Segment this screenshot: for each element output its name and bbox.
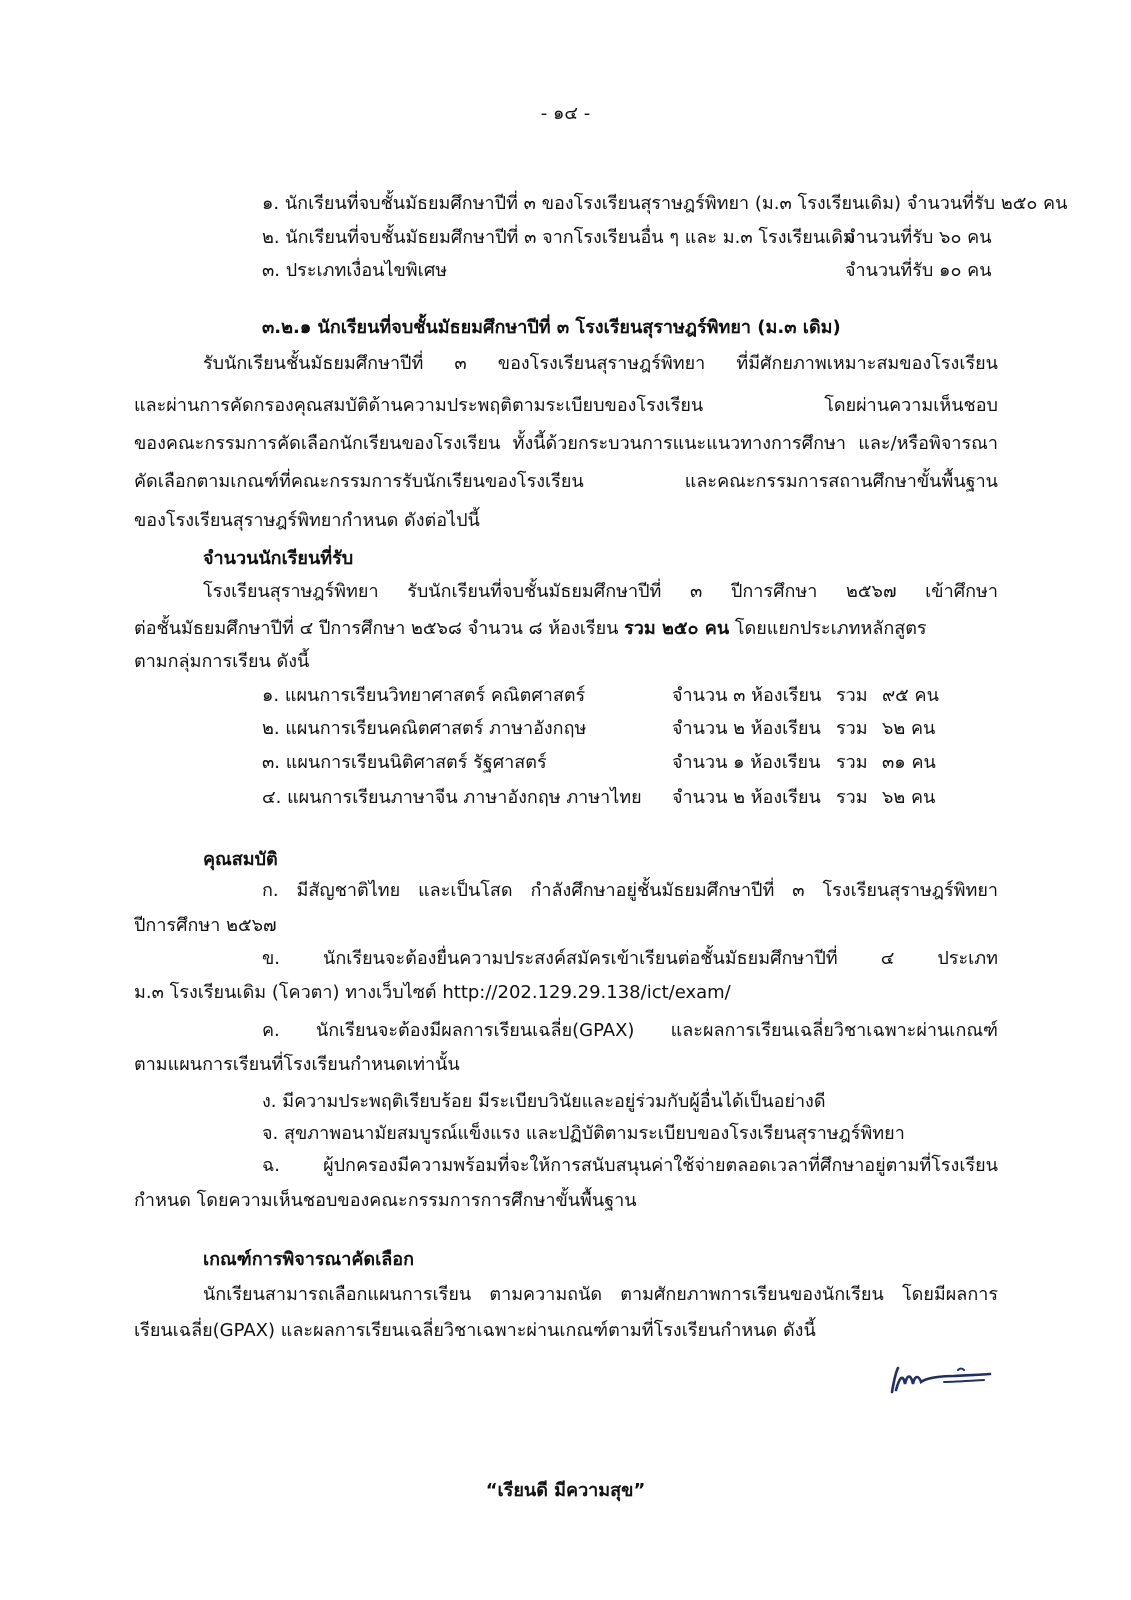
quota-item-2: ๒. นักเรียนที่จบชั้นมัธยมศึกษาปีที่ ๓ จากโรงเรียนอื่น ๆ และ ม.๓ โรงเรียนเดิม <box>262 227 855 248</box>
count-line-1: โรงเรียนสุราษฎร์พิทยา รับนักเรียนที่จบชั้นมัธยมศึกษาปีที่ ๓ ปีการศึกษา ๒๕๖๗ เข้าศึกษา <box>203 581 998 602</box>
plan-total: ๖๒ คน <box>882 718 936 739</box>
plan-rooms: จำนวน ๓ ห้องเรียน <box>672 685 822 706</box>
intro-line-5: ของโรงเรียนสุราษฎร์พิทยากำหนด ดังต่อไปนี้ <box>134 510 480 531</box>
qualifications-heading: คุณสมบัติ <box>203 849 278 870</box>
plan-total-label: รวม <box>836 685 868 706</box>
intro-line-3: ของคณะกรรมการคัดเลือกนักเรียนของโรงเรียน ทั้งนี้ด้วยกระบวนการแนะแนวทางการศึกษา และ/หรือพิจารณา <box>134 433 998 454</box>
qualification-e: จ. สุขภาพอนามัยสมบูรณ์แข็งแรง และปฏิบัติตามระเบียบของโรงเรียนสุราษฎร์พิทยา <box>262 1123 905 1144</box>
plan-total-label: รวม <box>836 752 868 773</box>
plan-name: ๓. แผนการเรียนนิติศาสตร์ รัฐศาสตร์ <box>262 752 547 773</box>
count-line-2-post: โดยแยกประเภทหลักสูตร <box>729 618 927 639</box>
section-heading: ๓.๒.๑ นักเรียนที่จบชั้นมัธยมศึกษาปีที่ ๓ โรงเรียนสุราษฎร์พิทยา (ม.๓ เดิม) <box>262 317 841 338</box>
count-total: รวม ๒๕๐ คน <box>624 618 730 639</box>
plan-name: ๑. แผนการเรียนวิทยาศาสตร์ คณิตศาสตร์ <box>262 685 586 706</box>
qualification-a-line-1: ก. มีสัญชาติไทย และเป็นโสด กำลังศึกษาอยู่ชั้นมัธยมศึกษาปีที่ ๓ โรงเรียนสุราษฎร์พิทยา <box>262 880 998 901</box>
quota-item-3-amount: จำนวนที่รับ ๑๐ คน <box>845 260 992 281</box>
criteria-line-1: นักเรียนสามารถเลือกแผนการเรียน ตามความถนัด ตามศักยภาพการเรียนของนักเรียน โดยมีผลการ <box>203 1284 998 1305</box>
school-motto: “เรียนดี มีความสุข” <box>485 1480 646 1501</box>
plan-total-label: รวม <box>836 787 868 808</box>
criteria-heading: เกณฑ์การพิจารณาคัดเลือก <box>203 1249 414 1270</box>
criteria-line-2: เรียนเฉลี่ย(GPAX) และผลการเรียนเฉลี่ยวิชาเฉพาะผ่านเกณฑ์ตามที่โรงเรียนกำหนด ดังนี้ <box>134 1320 816 1341</box>
count-heading: จำนวนนักเรียนที่รับ <box>203 548 354 569</box>
qualification-c-line-2: ตามแผนการเรียนที่โรงเรียนกำหนดเท่านั้น <box>134 1054 460 1075</box>
intro-line-2: และผ่านการคัดกรองคุณสมบัติด้านความประพฤติตามระเบียบของโรงเรียน โดยผ่านความเห็นชอบ <box>134 395 998 416</box>
qualification-d: ง. มีความประพฤติเรียบร้อย มีระเบียบวินัยและอยู่ร่วมกับผู้อื่นได้เป็นอย่างดี <box>262 1091 826 1112</box>
plan-total: ๙๕ คน <box>882 685 939 706</box>
qualification-c-line-1: ค. นักเรียนจะต้องมีผลการเรียนเฉลี่ย(GPAX) และผลการเรียนเฉลี่ยวิชาเฉพาะผ่านเกณฑ์ <box>262 1020 998 1041</box>
intro-line-4: คัดเลือกตามเกณฑ์ที่คณะกรรมการรับนักเรียนของโรงเรียน และคณะกรรมการสถานศึกษาขั้นพื้นฐาน <box>134 471 998 492</box>
signature <box>888 1362 998 1402</box>
quota-item-3: ๓. ประเภทเงื่อนไขพิเศษ <box>262 260 448 281</box>
qualification-b-line-2: ม.๓ โรงเรียนเดิม (โควตา) ทางเว็บไซต์ http://202.129.29.138/ict/exam/ <box>134 982 731 1003</box>
quota-item-2-amount: จำนวนที่รับ ๖๐ คน <box>845 227 992 248</box>
count-line-2 <box>134 617 927 641</box>
intro-line-1: รับนักเรียนชั้นมัธยมศึกษาปีที่ ๓ ของโรงเรียนสุราษฎร์พิทยา ที่มีศักยภาพเหมาะสมของโรงเรียน <box>203 353 998 374</box>
count-line-3: ตามกลุ่มการเรียน ดังนี้ <box>134 651 310 672</box>
count-line-2-pre: ต่อชั้นมัธยมศึกษาปีที่ ๔ ปีการศึกษา ๒๕๖๘ จำนวน ๘ ห้องเรียน <box>134 618 625 639</box>
plan-total: ๖๒ คน <box>882 787 936 808</box>
plan-rooms: จำนวน ๒ ห้องเรียน <box>672 718 821 739</box>
qualification-f-line-2: กำหนด โดยความเห็นชอบของคณะกรรมการการศึกษาขั้นพื้นฐาน <box>134 1190 637 1211</box>
plan-name: ๔. แผนการเรียนภาษาจีน ภาษาอังกฤษ ภาษาไทย <box>262 787 642 808</box>
qualification-a-line-2: ปีการศึกษา ๒๕๖๗ <box>134 915 277 936</box>
quota-item-1: ๑. นักเรียนที่จบชั้นมัธยมศึกษาปีที่ ๓ ของโรงเรียนสุราษฎร์พิทยา (ม.๓ โรงเรียนเดิม) จำนวนที่รับ ๒๕๐ คน <box>262 193 1068 214</box>
plan-rooms: จำนวน ๒ ห้องเรียน <box>672 787 821 808</box>
plan-name: ๒. แผนการเรียนคณิตศาสตร์ ภาษาอังกฤษ <box>262 718 587 739</box>
qualification-f-line-1: ฉ. ผู้ปกครองมีความพร้อมที่จะให้การสนับสนุนค่าใช้จ่ายตลอดเวลาที่ศึกษาอยู่ตามที่โรงเรียน <box>262 1155 998 1176</box>
qualification-b-line-1: ข. นักเรียนจะต้องยื่นความประสงค์สมัครเข้าเรียนต่อชั้นมัธยมศึกษาปีที่ ๔ ประเภท <box>262 948 998 969</box>
plan-total-label: รวม <box>836 718 868 739</box>
plan-total: ๓๑ คน <box>882 752 936 773</box>
page-number: - ๑๔ - <box>540 103 591 124</box>
plan-rooms: จำนวน ๑ ห้องเรียน <box>672 752 821 773</box>
